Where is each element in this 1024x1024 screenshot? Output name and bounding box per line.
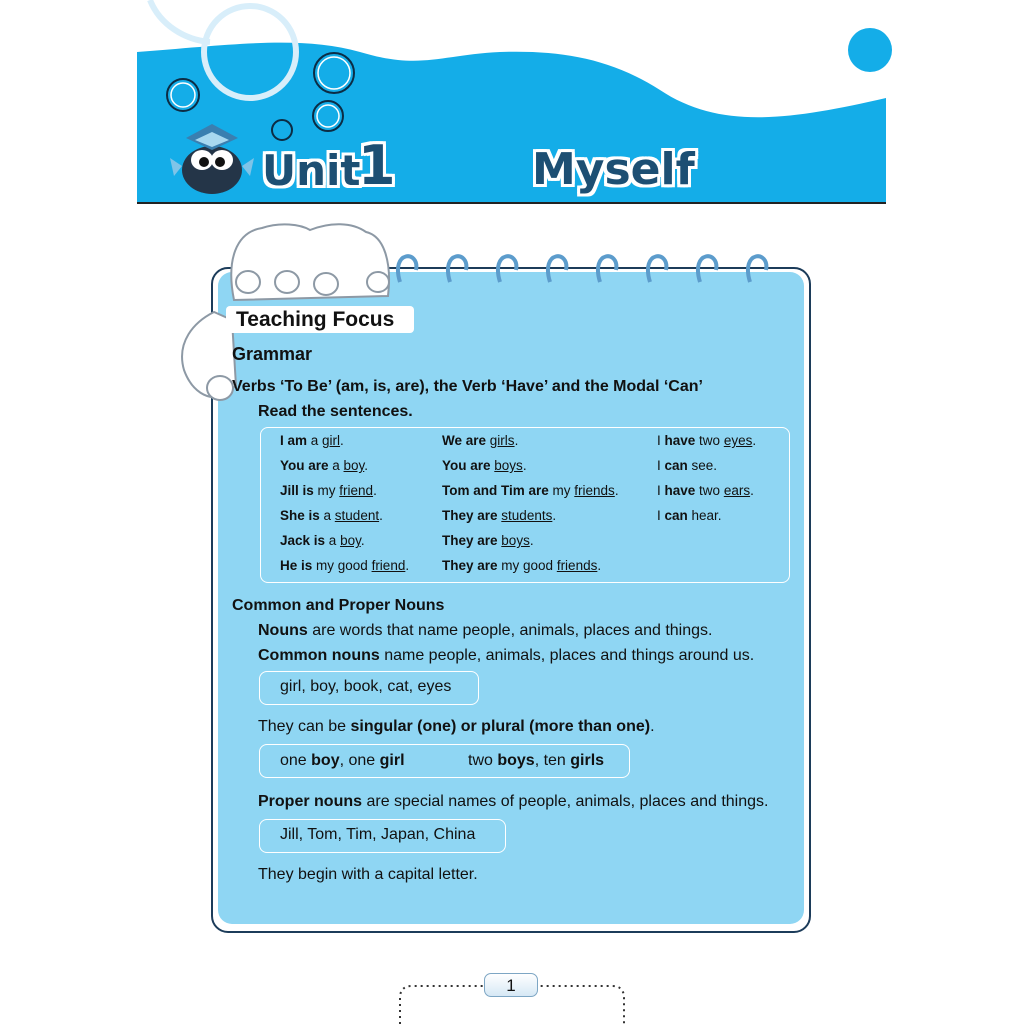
unit-number: 1 [358,134,396,197]
sentence: Tom and Tim are my friends. [442,483,619,498]
sentence: I have two ears. [657,483,754,498]
sentence: I can see. [657,458,718,473]
sentence: We are girls. [442,433,519,448]
unit-label: Unit [262,146,361,195]
sentence: Jill is my friend. [280,483,377,498]
common-nouns-definition: Common nouns name people, animals, places and things around us. [258,647,755,664]
sentence: I am a girl. [280,433,344,448]
unit-title: Myself [532,144,695,195]
singular-examples: one boy, one girl [280,752,405,769]
header-wave [137,43,886,202]
proper-nouns-definition: Proper nouns are special names of people, animals, places and things. [258,793,769,810]
sentence: They are boys. [442,533,534,548]
plural-examples: two boys, ten girls [468,752,605,769]
header-banner [0,0,1024,210]
proper-noun-examples: Jill, Tom, Tim, Japan, China [280,826,476,843]
sentence: They are students. [442,508,557,523]
capital-letter-note: They begin with a capital letter. [258,866,478,883]
grammar-heading: Grammar [232,344,313,364]
page-number: 1 [484,973,538,997]
singular-plural-line: They can be singular (one) or plural (more than one). [258,718,655,735]
common-noun-examples: girl, boy, book, cat, eyes [280,678,452,695]
sentence: They are my good friends. [442,558,602,573]
sentence: You are boys. [442,458,527,473]
sentence: I can hear. [657,508,722,523]
sentence: Jack is a boy. [280,533,365,548]
sentence: I have two eyes. [657,433,757,448]
nouns-heading: Common and Proper Nouns [232,597,445,614]
teaching-focus-label: Teaching Focus [226,306,414,333]
sentence: He is my good friend. [280,558,410,573]
sentence: She is a student. [280,508,383,523]
nouns-definition: Nouns are words that name people, animals, places and things. [258,622,713,639]
read-instruction: Read the sentences. [258,403,413,420]
verbs-heading: Verbs ‘To Be’ (am, is, are), the Verb ‘Have’ and the Modal ‘Can’ [232,378,703,395]
sentence: You are a boy. [280,458,369,473]
